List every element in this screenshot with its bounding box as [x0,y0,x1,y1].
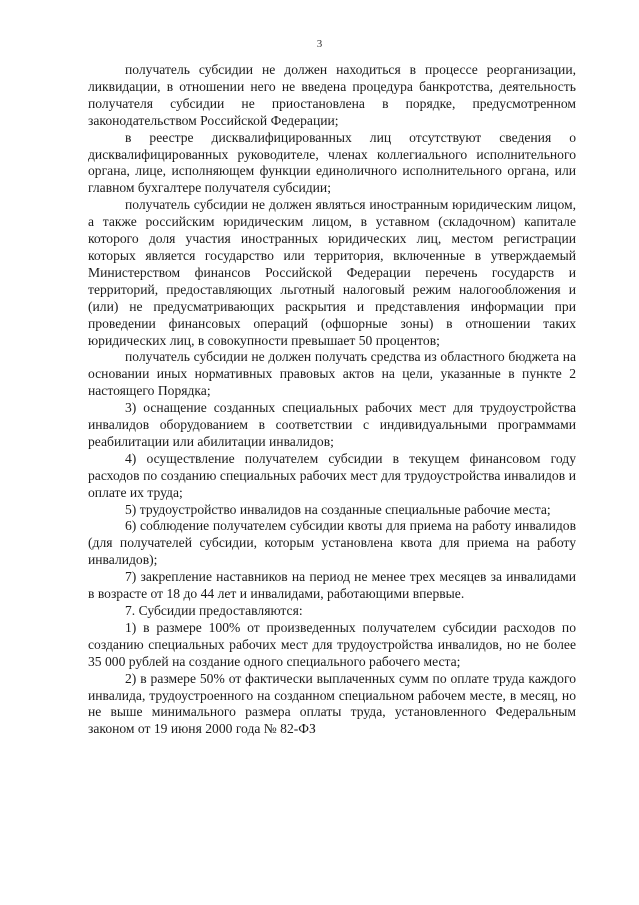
paragraph-item-3-equipment: 3) оснащение созданных специальных рабочих мест для трудоустройства инвалидов оборудованием в соответствии с индивидуальными программами реабилитации или абилитации инвалидов; [88,400,576,449]
paragraph-item-5-employment: 5) трудоустройство инвалидов на созданные специальные рабочие места; [125,501,551,517]
document-body [88,62,576,738]
section-7-heading: 7. Субсидии предоставляются: [125,603,303,618]
paragraph-subsidy-100-percent: 1) в размере 100% от произведенных получателем субсидии расходов по созданию специальных рабочих мест для трудоустройства инвалидов, но не более 35 000 рублей на создание одного специального рабочего места; [88,619,576,669]
paragraph-item-6-quota: 6) соблюдение получателем субсидии квоты для приема на работу инвалидов (для получателей субсидии, которым установлена квота для приема на работу инвалидов); [88,518,576,568]
paragraph-subsidy-50-percent: 2) в размере 50% от фактически выплаченных сумм по оплате труда каждого инвалида, трудоустроенного на созданном специальном рабочем месте, в месяц, но не выше минимального размера оплаты труда, установленного Федеральным законом от 19 июня 2000 года № 82-ФЗ [88,670,576,737]
page-number: 3 [316,38,323,50]
paragraph-item-7-mentors: 7) закрепление наставников на период не менее трех месяцев за инвалидами в возрасте от 18 до 44 лет и инвалидами, работающими впервые. [88,569,576,602]
paragraph-other-funding: получатель субсидии не должен получать средства из областного бюджета на основании иных нормативных правовых актов на цели, указанные в пункте 2 настоящего Порядка; [88,349,576,399]
paragraph-foreign-entity: получатель субсидии не должен являться иностранным юридическим лицом, а также российским юридическим лицом, в уставном (складочном) капитале которого доля участия иностранных юридических лиц, местом регистрации которых является государство или территория, включенные в утверждаемый Министерством финансов Российской Федерации перечень государств и территорий, предоставляющих льготный налоговый режим налогообложения и (или) не предусматривающих раскрытия и представления информации при проведении финансовых операций (офшорные зоны) в отношении таких юридических лиц, в совокупности превышает 50 процентов; [88,197,576,348]
paragraph-item-4-expenses: 4) осуществление получателем субсидии в текущем финансовом году расходов по созданию специальных рабочих мест для трудоустройства инвалидов и оплате их труда; [88,450,576,500]
paragraph-no-reorganization: получатель субсидии не должен находиться в процессе реорганизации, ликвидации, в отношении него не введена процедура банкротства, деятельность получателя субсидии не приостановлена в порядке, предусмотренном законодательством Российской Федерации; [88,62,576,128]
paragraph-disqualified-registry: в реестре дисквалифицированных лиц отсутствуют сведения о дисквалифицированных руководителе, членах коллегиального исполнительного органа, лице, исполняющем функции единоличного исполнительного органа, или главном бухгалтере получателя субсидии; [88,129,576,196]
